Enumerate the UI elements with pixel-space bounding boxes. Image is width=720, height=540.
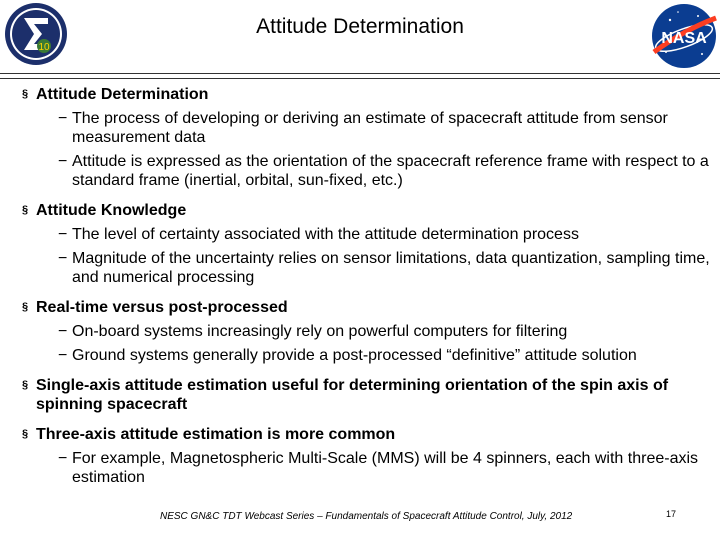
dash-marker-icon: − bbox=[58, 450, 68, 467]
bullet-marker-icon: § bbox=[22, 301, 29, 313]
bullet-heading-text: Three-axis attitude estimation is more common bbox=[36, 426, 396, 443]
dash-marker-icon: − bbox=[58, 323, 68, 340]
bullet-marker-icon: § bbox=[22, 428, 29, 440]
sub-bullet-text: Magnitude of the uncertainty relies on sensor limitations, data quantization, sampling time, and numerical processing bbox=[72, 250, 710, 286]
sub-bullet-text: On-board systems increasingly rely on powerful computers for filtering bbox=[72, 323, 568, 340]
bullet-marker-icon: § bbox=[22, 204, 29, 216]
footer-text: NESC GN&C TDT Webcast Series – Fundamentals of Spacecraft Attitude Control, July, 2012 bbox=[160, 511, 573, 522]
nasa-wordmark: NASA bbox=[661, 30, 707, 47]
sub-bullet bbox=[22, 449, 712, 487]
header-rule bbox=[0, 73, 720, 79]
nasa-logo bbox=[648, 0, 720, 72]
bullet-heading-text: Real-time versus post-processed bbox=[36, 299, 288, 316]
bullet-heading bbox=[22, 201, 712, 220]
logo-number: 10 bbox=[38, 42, 50, 53]
dash-marker-icon: − bbox=[58, 226, 68, 243]
sub-bullet bbox=[22, 109, 712, 147]
bullet-heading bbox=[22, 376, 712, 414]
bullet-heading bbox=[22, 425, 712, 444]
sub-bullet-text: Ground systems generally provide a post-processed “definitive” attitude solution bbox=[72, 347, 637, 364]
sub-bullet bbox=[22, 152, 712, 190]
sub-bullet-text: The process of developing or deriving an estimate of spacecraft attitude from sensor measurement data bbox=[72, 110, 668, 146]
bullet-section bbox=[22, 298, 712, 365]
slide-body bbox=[22, 85, 712, 498]
dash-marker-icon: − bbox=[58, 347, 68, 364]
bullet-heading bbox=[22, 298, 712, 317]
sub-bullet-text: The level of certainty associated with the attitude determination process bbox=[72, 226, 579, 243]
page-number: 17 bbox=[666, 509, 677, 519]
sub-bullet bbox=[22, 322, 712, 341]
bullet-section bbox=[22, 376, 712, 414]
sub-bullet bbox=[22, 346, 712, 365]
bullet-section bbox=[22, 85, 712, 190]
dash-marker-icon: − bbox=[58, 250, 68, 267]
page-title: Attitude Determination bbox=[256, 15, 464, 38]
bullet-heading bbox=[22, 85, 712, 104]
nesc-logo bbox=[4, 2, 68, 66]
dash-marker-icon: − bbox=[58, 110, 68, 127]
bullet-section bbox=[22, 201, 712, 287]
bullet-marker-icon: § bbox=[22, 379, 29, 391]
sub-bullet bbox=[22, 249, 712, 287]
sub-bullet-text: For example, Magnetospheric Multi-Scale (MMS) will be 4 spinners, each with three-axis estimation bbox=[72, 450, 699, 486]
sub-bullet bbox=[22, 225, 712, 244]
bullet-heading-text: Single-axis attitude estimation useful for determining orientation of the spin axis of spinning spacecraft bbox=[36, 377, 669, 413]
bullet-heading-text: Attitude Knowledge bbox=[36, 202, 187, 219]
bullet-section bbox=[22, 425, 712, 487]
nesc-sigma-icon bbox=[4, 2, 68, 66]
bullet-marker-icon: § bbox=[22, 88, 29, 100]
nasa-meatball-icon bbox=[648, 0, 720, 72]
bullet-heading-text: Attitude Determination bbox=[36, 86, 209, 103]
dash-marker-icon: − bbox=[58, 153, 68, 170]
sub-bullet-text: Attitude is expressed as the orientation of the spacecraft reference frame with respect to a standard frame (inertial, orbital, sun-fixed, etc.) bbox=[72, 153, 709, 189]
